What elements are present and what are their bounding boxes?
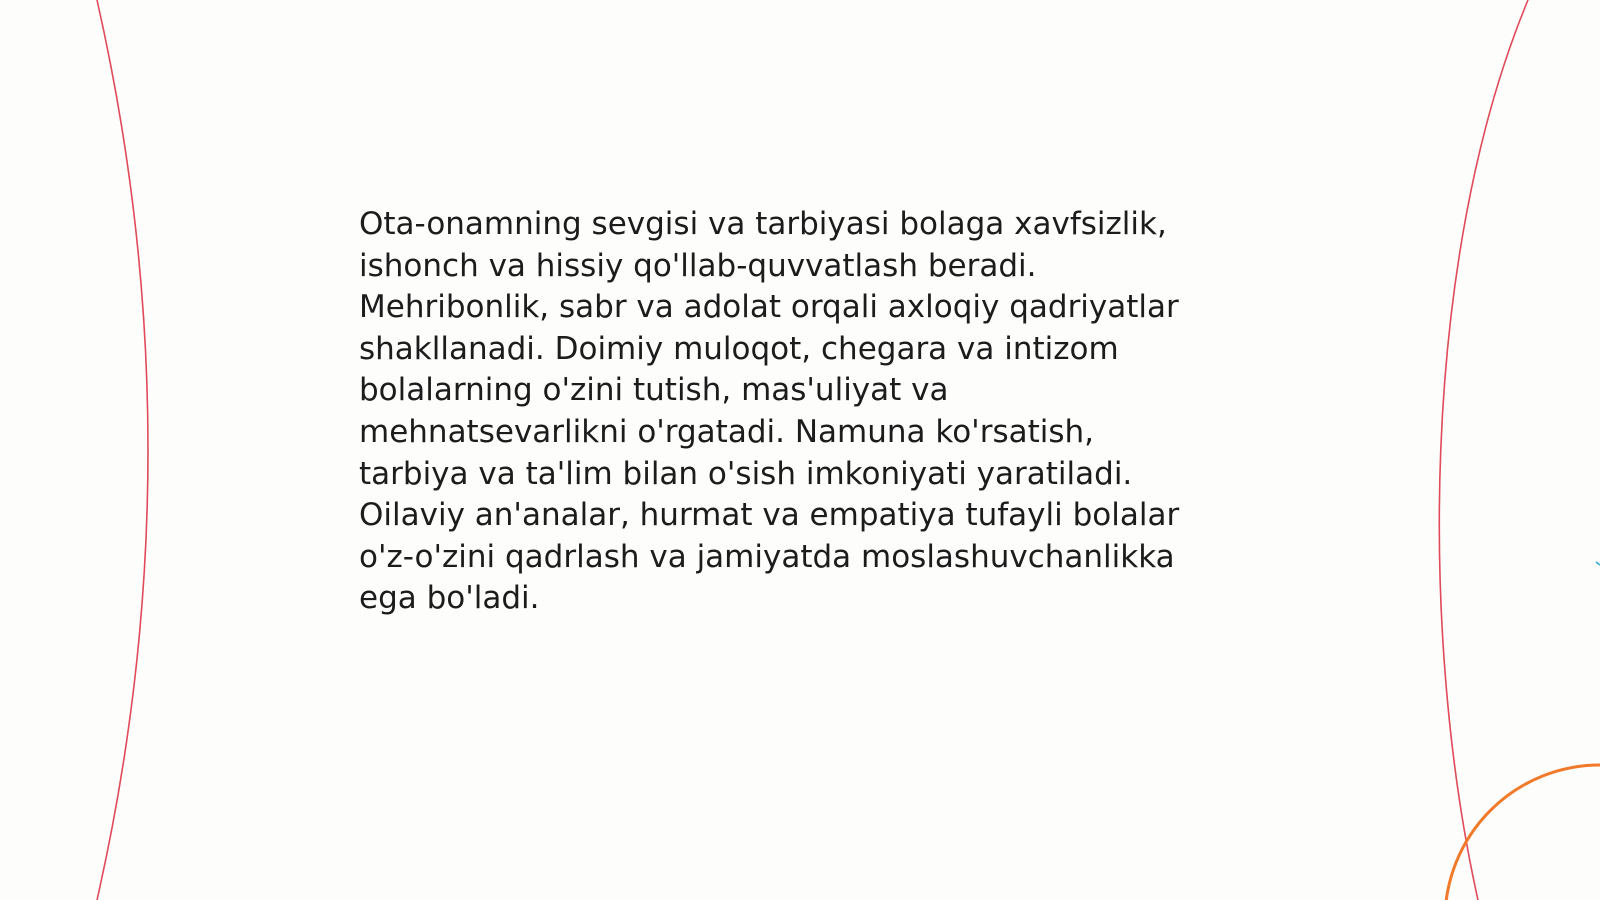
left-curve <box>97 0 148 900</box>
right-curve <box>1439 0 1528 900</box>
body-text: Ota-onamning sevgisi va tarbiyasi bolaga xavfsizlik, ishonch va hissiy qo'llab-quvvatlash beradi. Mehribonlik, sabr va adolat orqali axloqiy qadriyatlar shakllanadi. Doimiy muloqot, chegara va intizom bolalarning o'zini tutish, mas'uliyat va mehnatsevarlikni o'rgatadi. Namuna ko'rsatish, tarbiya va ta'lim bilan o'sish imkoniyati yaratiladi. Oilaviy an'analar, hurmat va empatiya tufayli bolalar o'z-o'zini qadrlash va jamiyatda moslashuvchanlikka ega bo'ladi. <box>359 206 1180 617</box>
orange-arc <box>1445 765 1600 900</box>
teal-accent <box>1596 562 1600 565</box>
